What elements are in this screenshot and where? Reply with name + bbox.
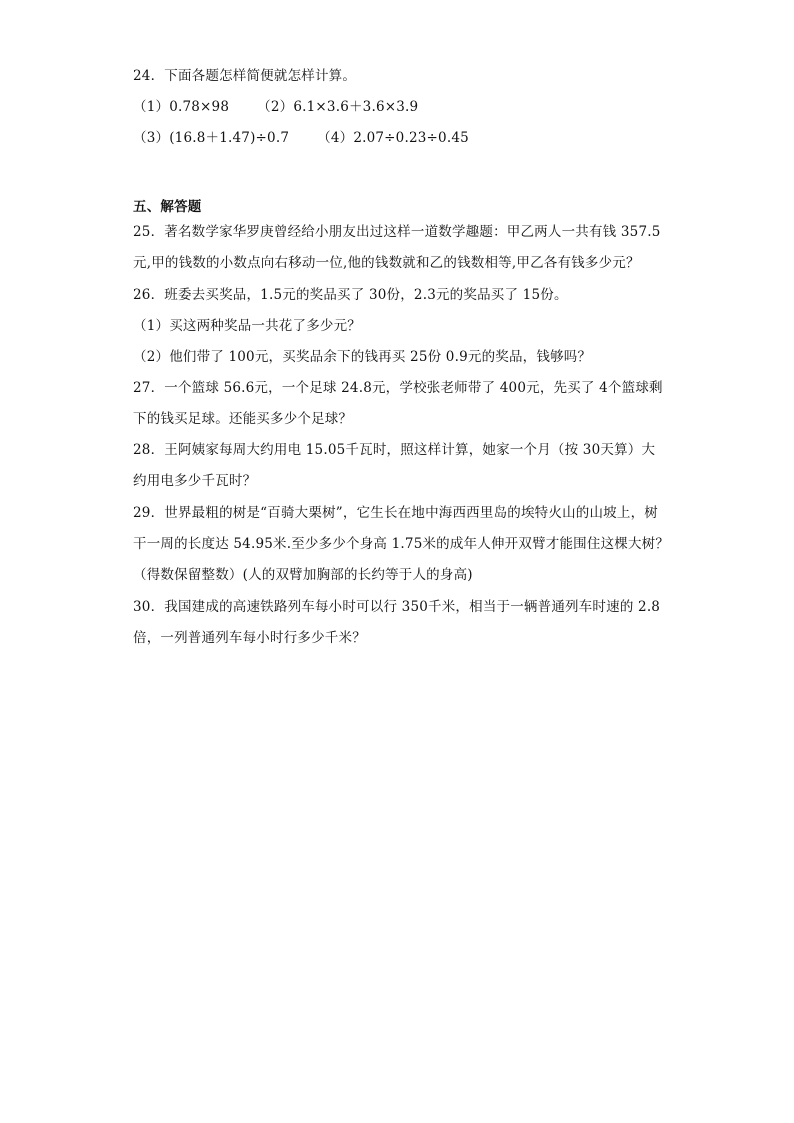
q30-line1: 30．我国建成的高速铁路列车每小时可以行 350千米，相当于一辆普通列车时速的 2.8 [133, 599, 661, 615]
q30-line2: 倍，一列普通列车每小时行多少千米？ [133, 630, 366, 646]
q24-part4: （4）2.07÷0.23÷0.45 [317, 130, 469, 146]
q24-row2 [133, 128, 469, 148]
q26-sub1: （1）买这两种奖品一共花了多少元？ [133, 318, 361, 334]
q24-part1: （1）0.78×98 [133, 99, 230, 115]
q24-part2: （2）6.1×3.6＋3.6×3.9 [257, 99, 419, 115]
q29-line1: 29．世界最粗的树是“百骑大栗树”，它生长在地中海西西里岛的埃特火山的山坡上，树 [133, 505, 658, 521]
q29-line3: （得数保留整数）(人的双臂加胸部的长约等于人的身高) [133, 567, 473, 583]
q26-sub2: （2）他们带了 100元，买奖品余下的钱再买 25份 0.9元的奖品，钱够吗？ [133, 349, 592, 365]
q28-line2: 约用电多少千瓦时？ [133, 473, 257, 489]
q27-line1: 27．一个篮球 56.6元，一个足球 24.8元，学校张老师带了 400元，先买了 4个篮球剩 [133, 380, 663, 396]
q24-row1 [133, 97, 418, 117]
q24-part3: （3）(16.8＋1.47)÷0.7 [133, 130, 290, 146]
q25-line1: 25．著名数学家华罗庚曾经给小朋友出过这样一道数学趣题：甲乙两人一共有钱 357.5 [133, 224, 661, 240]
q29-line2: 干一周的长度达 54.95米.至少多少个身高 1.75米的成年人伸开双臂才能围住这棵大树？ [133, 536, 670, 552]
q26-line1: 26．班委去买奖品，1.5元的奖品买了 30份，2.3元的奖品买了 15份。 [133, 287, 568, 303]
q25-line2: 元,甲的钱数的小数点向右移动一位,他的钱数就和乙的钱数相等,甲乙各有钱多少元？ [133, 255, 640, 271]
q28-line1: 28．王阿姨家每周大约用电 15.05千瓦时，照这样计算，她家一个月（按 30天算）大 [133, 442, 656, 458]
section-heading: 五、解答题 [133, 199, 202, 215]
q27-line2: 下的钱买足球。还能买多少个足球？ [133, 411, 353, 427]
q24-title: 24．下面各题怎样简便就怎样计算。 [133, 68, 357, 84]
